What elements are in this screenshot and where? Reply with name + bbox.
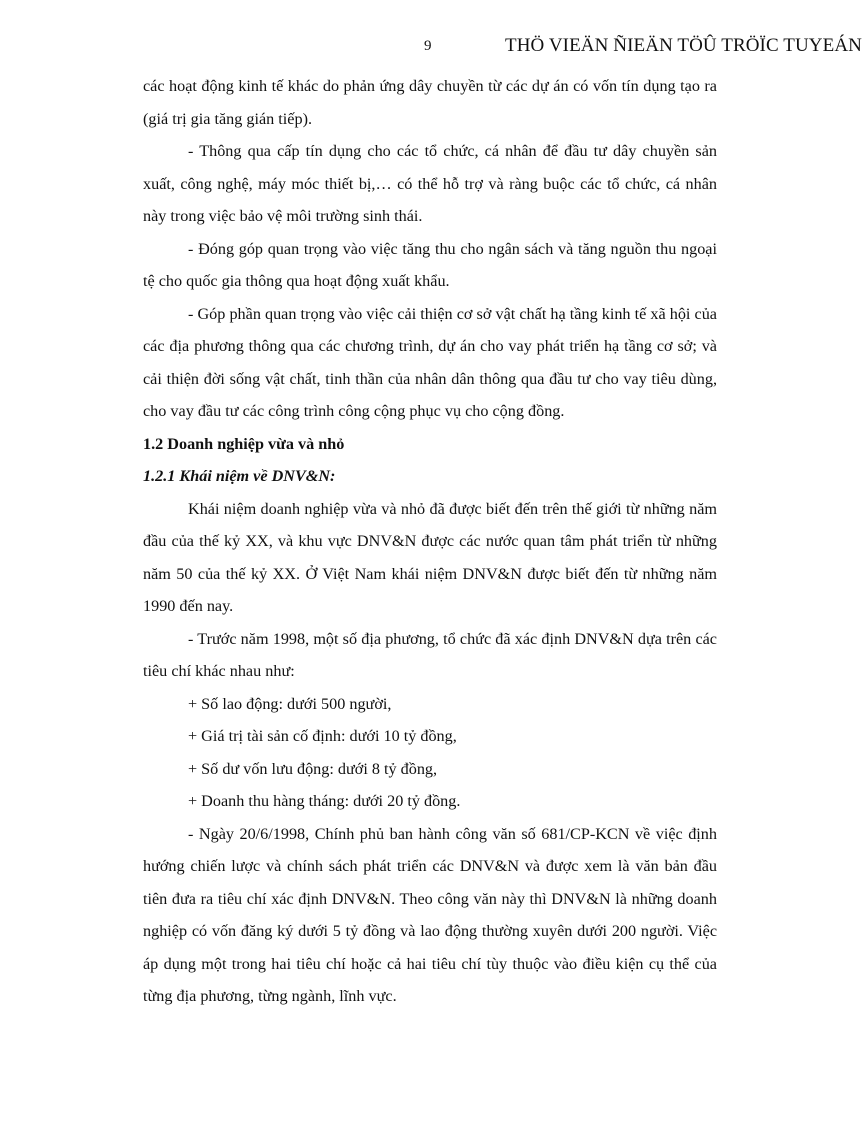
- section-heading: 1.2 Doanh nghiệp vừa và nhỏ: [143, 434, 345, 453]
- criteria-item-labor: + Số lao động: dưới 500 người,: [188, 694, 392, 713]
- criteria-item-fixed-assets: + Giá trị tài sản cố định: dưới 10 tỷ đồng,: [188, 727, 457, 745]
- paragraph-decree-1998: - Ngày 20/6/1998, Chính phủ ban hành công văn số 681/CP-KCN về việc định hướng chiến lược và chính sách phát triển các DNV&N và được xem là văn bản đầu tiên đưa ra tiêu chí xác định DNV&N. Theo công văn này thì DNV&N là những doanh nghiệp có vốn đăng ký dưới 5 tỷ đồng và lao động thường xuyên dưới 200 người. Việc áp dụng một trong hai tiêu chí hoặc cả hai tiêu chí tùy thuộc vào điều kiện cụ thể của từng địa phương, từng ngành, lĩnh vực.: [143, 824, 717, 1005]
- running-head: THÖ VIEÄN ÑIEÄN TÖÛ TRÖÏC TUYEÁN: [505, 35, 862, 56]
- paragraph-infrastructure: - Góp phần quan trọng vào việc cải thiện cơ sở vật chất hạ tầng kinh tế xã hội của các địa phương thông qua các chương trình, dự án cho vay phát triển hạ tầng cơ sở; và cải thiện đời sống vật chất, tinh thần của nhân dân thông qua đầu tư cho vay tiêu dùng, cho vay đầu tư các công trình công cộng phục vụ cho cộng đồng.: [143, 304, 717, 420]
- subsection-heading: 1.2.1 Khái niệm về DNV&N:: [143, 467, 336, 485]
- document-body: [143, 70, 717, 1013]
- paragraph-budget-revenue: - Đóng góp quan trọng vào việc tăng thu cho ngân sách và tăng nguồn thu ngoại tệ cho quốc gia thông qua hoạt động xuất khẩu.: [143, 239, 717, 290]
- page-number: 9: [424, 38, 432, 54]
- criteria-item-working-capital: + Số dư vốn lưu động: dưới 8 tỷ đồng,: [188, 759, 438, 778]
- paragraph-credit-environment: - Thông qua cấp tín dụng cho các tổ chức, cá nhân để đầu tư dây chuyền sản xuất, công nghệ, máy móc thiết bị,… có thể hỗ trợ và ràng buộc các tổ chức, cá nhân này trong việc bảo vệ môi trường sinh thái.: [143, 142, 717, 225]
- paragraph-continued: các hoạt động kinh tế khác do phản ứng dây chuyền từ các dự án có vốn tín dụng tạo ra (giá trị gia tăng gián tiếp).: [143, 77, 717, 128]
- page-header: [0, 34, 862, 58]
- paragraph-sme-concept: Khái niệm doanh nghiệp vừa và nhỏ đã được biết đến trên thế giới từ những năm đầu của thế kỷ XX, và khu vực DNV&N được các nước quan tâm phát triển từ những năm 50 của thế kỷ XX. Ở Việt Nam khái niệm DNV&N được biết đến từ những năm 1990 đến nay.: [143, 499, 717, 615]
- criteria-item-monthly-revenue: + Doanh thu hàng tháng: dưới 20 tỷ đồng.: [188, 792, 461, 810]
- paragraph-before-1998: - Trước năm 1998, một số địa phương, tổ chức đã xác định DNV&N dựa trên các tiêu chí khác nhau như:: [143, 629, 717, 680]
